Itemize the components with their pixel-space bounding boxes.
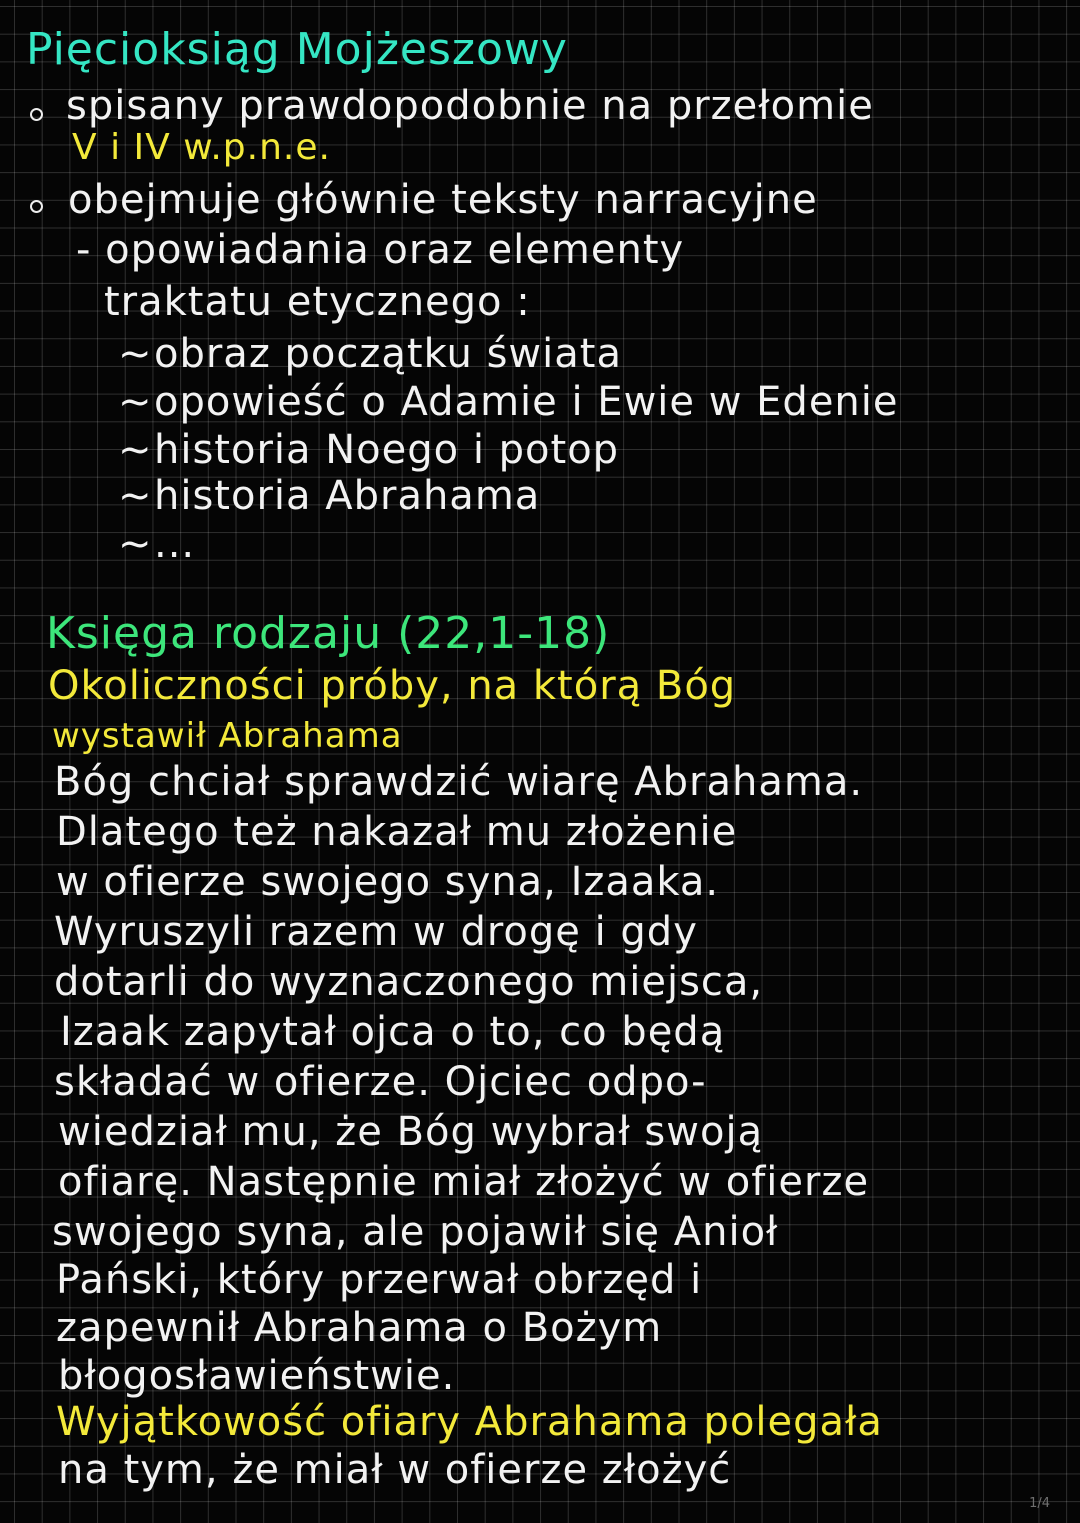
body-line-4: Wyruszyli razem w drogę i gdy <box>54 909 698 955</box>
highlight-line-1: Wyjątkowość ofiary Abrahama polegała <box>56 1399 883 1445</box>
body-line-2: Dlatego też nakazał mu złożenie <box>56 809 738 855</box>
body-line-3: w ofierze swojego syna, Izaaka. <box>56 859 720 905</box>
body-line-13: błogosławieństwie. <box>58 1353 456 1399</box>
bullet-2-line-1: obejmuje głównie teksty narracyjne <box>68 177 818 223</box>
section1-title: Pięcioksiąg Mojżeszowy <box>26 24 568 75</box>
body-line-8: wiedział mu, że Bóg wybrał swoją <box>58 1109 764 1155</box>
bullet-1-icon <box>30 108 43 121</box>
list-item-2: ~opowieść o Adamie i Ewie w Edenie <box>118 379 899 425</box>
tilde-icon: ~ <box>118 473 153 519</box>
body-line-12: zapewnił Abrahama o Bożym <box>56 1305 663 1351</box>
bullet-1-line-1: spisany prawdopodobnie na przełomie <box>66 83 874 129</box>
section2-subtitle-line-1: Okoliczności próby, na którą Bóg <box>48 663 737 709</box>
section2-title: Księga rodzaju (22,1-18) <box>46 608 611 659</box>
list-item-1: ~obraz początku świata <box>118 331 622 377</box>
page-number: 1/4 <box>1029 1496 1050 1511</box>
body-line-6: Izaak zapytał ojca o to, co będą <box>60 1009 726 1055</box>
bullet-2-line-2: - opowiadania oraz elementy <box>76 227 685 273</box>
tilde-icon: ~ <box>118 379 153 425</box>
tilde-icon: ~ <box>118 427 153 473</box>
tilde-icon: ~ <box>118 331 153 377</box>
body-line-10: swojego syna, ale pojawił się Anioł <box>52 1209 779 1255</box>
body-line-5: dotarli do wyznaczonego miejsca, <box>54 959 764 1005</box>
list-item-4: ~historia Abrahama <box>118 473 541 519</box>
bullet-2-icon <box>30 200 43 213</box>
body-line-7: składać w ofierze. Ojciec odpo- <box>54 1059 707 1105</box>
closing-line-1: na tym, że miał w ofierze złożyć <box>58 1447 732 1493</box>
tilde-icon: ~ <box>118 521 153 567</box>
body-line-9: ofiarę. Następnie miał złożyć w ofierze <box>58 1159 870 1205</box>
section2-subtitle-line-2: wystawił Abrahama <box>52 716 403 756</box>
bullet-1-line-2: V i IV w.p.n.e. <box>72 127 331 168</box>
body-line-1: Bóg chciał sprawdzić wiarę Abrahama. <box>54 759 864 805</box>
bullet-2-line-3: traktatu etycznego : <box>104 279 531 325</box>
list-item-3: ~historia Noego i potop <box>118 427 620 473</box>
body-line-11: Pański, który przerwał obrzęd i <box>56 1257 703 1303</box>
list-item-5: ~... <box>118 521 196 567</box>
